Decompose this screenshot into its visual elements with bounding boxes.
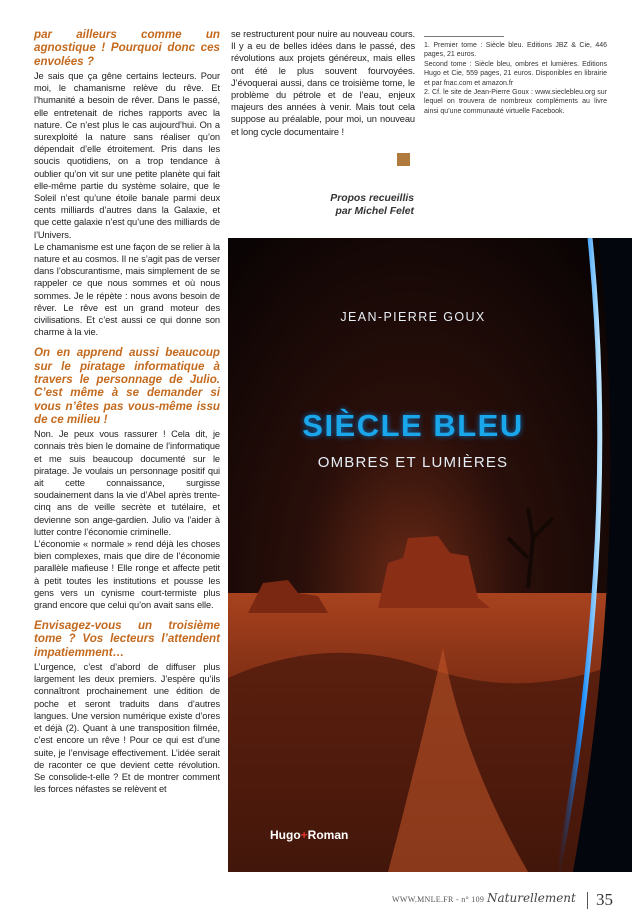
magazine-logo: Naturellement xyxy=(487,891,576,905)
answer-paragraph: Non. Je peux vous rassurer ! Cela dit, je connais très bien le domaine de l’informatique et me suis beaucoup documenté sur le piratage. Je voulais un personnage positif qui ait cette connaissance, surgisse soudainement dans la vie d’Abel après trente-cinq ans de veille secrète et tutélaire, et devienne son ange-gardien. Julio va l’aider à lutter contre l’économie criminelle. xyxy=(34,429,220,537)
end-of-article-square-icon xyxy=(397,153,410,166)
footnote-2: 2. Cf. le site de Jean-Pierre Goux : www.sieclebleu.org sur lequel on trouvera de nombreux compléments au livre ainsi qu’une communauté virtuelle Facebook. xyxy=(424,89,607,115)
question-heading-2: On en apprend aussi beaucoup sur le piratage informatique à travers le personnage de Julio. C’est même à se demander si vous n’êtes pas vous-même issu de ce milieu ! xyxy=(34,346,220,426)
cover-author: JEAN-PIERRE GOUX xyxy=(340,310,486,324)
footnote-divider xyxy=(424,36,504,37)
question-heading-1: par ailleurs comme un agnostique ! Pourquoi donc ces envolées ? xyxy=(34,28,220,68)
cover-title: SIÈCLE BLEU xyxy=(302,408,524,443)
left-column xyxy=(34,28,220,795)
answer-paragraph: Le chamanisme est une façon de se relier à la nature et au cosmos. Il ne s’agit pas de verser dans l’obscurantisme, mais simplement de se rappeler ce que nous sommes et où nous sommes. Je le répète : nous avons besoin de rêver. Le rêve est un grand moteur des civilisations. Et c’est aussi ce qui donne son charme à la vie. xyxy=(34,241,220,338)
footer-website: WWW.MNLE.FR - n° 109 xyxy=(392,895,485,904)
publisher-plus: + xyxy=(300,828,308,842)
publisher-collection: Roman xyxy=(307,828,349,842)
footnotes xyxy=(424,36,607,116)
answer-paragraph: L’urgence, c’est d’abord de diffuser plus largement les deux premiers. J’espère qu’ils connaîtront prochainement une édition de poche et seront traduits dans d’autres langues. Une version numérique existe d’ores et déjà (2). Quant à une transposition filmée, c’est encore un rêve ! Pour ce qui est d’une suite, je l’envisage effectivement. L’idée serait de raconter ce que devient cette révolution. Se consolide-t-elle ? Et de montrer comment les forces néfastes se relèvent et xyxy=(34,662,220,795)
book-cover-image xyxy=(228,238,632,872)
footnote-1b: Second tome : Siècle bleu, ombres et lumières. Editions Hugo et Cie, 559 pages, 21 euros. Disponibles en librairie et par fnac.com et amazon.fr xyxy=(424,60,607,87)
question-heading-3: Envisagez-vous un troisième tome ? Vos lecteurs l’attendent impatiemment… xyxy=(34,619,220,659)
credit-line-1: Propos recueillis xyxy=(330,193,414,204)
publisher-name: Hugo xyxy=(270,828,301,842)
answer-paragraph: L’économie « normale » rend déjà les choses bien complexes, mais que dire de l’économie parallèle mafieuse ! Elle ronge et affecte petit à petit toutes les institutions et pousse les gens vers un cynisme court-termiste plus grand encore que celui qu’on avait sans elle. xyxy=(34,538,220,610)
footer-divider xyxy=(587,892,588,909)
answer-paragraph: Je sais que ça gêne certains lecteurs. Pour moi, le chamanisme relève du rêve. Et l’humanité a besoin de rêver. Dans le passé, elle entretenait de riches rapports avec la nature. Ce n’est plus le cas aujourd’hui. On a surexploité la nature sans réaliser qu’on dépendait d’elle étroitement. Pris dans les soucis quotidiens, on a trop tendance à oublier qu’on vit sur une petite planète qui fait elle-même partie du système solaire, que le Soleil n’est qu’une étoile banale parmi deux cents milliards d’autres dans la Galaxie, et que cette galaxie n’est qu’une des milliards de l’Univers. xyxy=(34,70,220,240)
credit-line-2: par Michel Felet xyxy=(335,206,414,217)
answer-paragraph: se restructurent pour nuire au nouveau cours. Il y a eu de belles idées dans le passé, des révolutions aux projets généreux, mais elles ont été le plus souvent fourvoyées. J’évoquerai aussi, dans ce troisième tome, le problème du pétrole et de l’eau, enjeux majeurs des années à venir. Mais tout cela suppose au préalable, pour moi, un nouveau et long cycle documentaire ! xyxy=(231,29,415,137)
cover-subtitle: OMBRES ET LUMIÈRES xyxy=(317,454,509,471)
interview-credit xyxy=(262,192,414,218)
middle-column xyxy=(231,28,415,138)
cover-illustration xyxy=(228,238,632,872)
page-number: 35 xyxy=(596,890,613,909)
cover-publisher xyxy=(270,828,348,842)
footnote-1: 1. Premier tome : Siècle bleu. Editions JBZ & Cie, 446 pages, 21 euros. xyxy=(424,42,607,59)
page-footer xyxy=(380,892,634,910)
